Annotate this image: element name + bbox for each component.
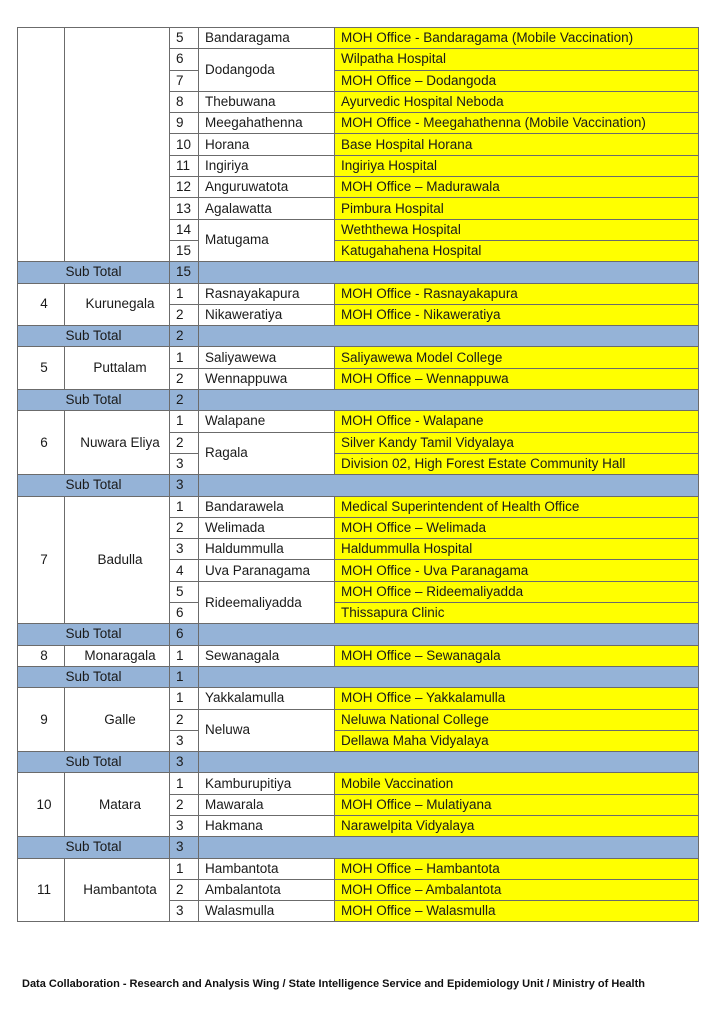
subtotal-spacer [199,624,699,645]
subtotal-value: 3 [170,752,199,773]
center-number: 2 [170,517,199,538]
location-name: Welimada [199,517,335,538]
district-number: 5 [18,347,65,390]
vaccination-center: MOH Office – Hambantota [335,858,699,879]
vaccination-center: Silver Kandy Tamil Vidyalaya [335,432,699,453]
location-name: Rasnayakapura [199,283,335,304]
location-name: Nikaweratiya [199,304,335,325]
center-number: 3 [170,453,199,474]
center-number: 6 [170,603,199,624]
vaccination-center: Division 02, High Forest Estate Community Hall [335,453,699,474]
center-number: 2 [170,794,199,815]
center-number: 12 [170,177,199,198]
location-name: Ambalantota [199,879,335,900]
vaccination-center: MOH Office – Mulatiyana [335,794,699,815]
vaccination-center: MOH Office - Meegahathenna (Mobile Vaccination) [335,113,699,134]
location-name: Dodangoda [199,49,335,92]
subtotal-row [18,752,699,773]
district-number: 9 [18,688,65,752]
subtotal-spacer [199,262,699,283]
vaccination-center: MOH Office – Sewanagala [335,645,699,666]
vaccination-center: Ingiriya Hospital [335,155,699,176]
district-name: Matara [65,773,170,837]
subtotal-row [18,390,699,411]
subtotal-value: 2 [170,326,199,347]
location-name: Meegahathenna [199,113,335,134]
location-name: Kamburupitiya [199,773,335,794]
location-name: Haldummulla [199,539,335,560]
vaccination-center: Neluwa National College [335,709,699,730]
district-number: 11 [18,858,65,922]
center-number: 1 [170,283,199,304]
vaccination-center: MOH Office – Wennappuwa [335,368,699,389]
location-name: Saliyawewa [199,347,335,368]
subtotal-spacer [199,390,699,411]
location-name: Ragala [199,432,335,475]
location-name: Mawarala [199,794,335,815]
subtotal-spacer [199,752,699,773]
subtotal-spacer [199,837,699,858]
table-row [18,858,699,879]
center-number: 5 [170,28,199,49]
subtotal-row [18,837,699,858]
vaccination-center: MOH Office – Ambalantota [335,879,699,900]
location-name: Hakmana [199,815,335,836]
subtotal-value: 6 [170,624,199,645]
district-name: Kurunegala [65,283,170,326]
vaccination-center: MOH Office - Nikaweratiya [335,304,699,325]
table-row [18,28,699,49]
center-number: 5 [170,581,199,602]
center-number: 1 [170,688,199,709]
center-number: 1 [170,347,199,368]
vaccination-center: MOH Office – Walasmulla [335,901,699,922]
center-number: 1 [170,858,199,879]
center-number: 8 [170,91,199,112]
table-row [18,688,699,709]
location-name: Anguruwatota [199,177,335,198]
location-name: Walasmulla [199,901,335,922]
vaccination-center: MOH Office – Dodangoda [335,70,699,91]
center-number: 3 [170,539,199,560]
table-row [18,773,699,794]
center-number: 1 [170,645,199,666]
center-number: 9 [170,113,199,134]
subtotal-spacer [199,666,699,687]
vaccination-center: MOH Office - Uva Paranagama [335,560,699,581]
center-number: 4 [170,560,199,581]
location-name: Neluwa [199,709,335,752]
location-name: Thebuwana [199,91,335,112]
table-row [18,645,699,666]
vaccination-center: Saliyawewa Model College [335,347,699,368]
center-number: 6 [170,49,199,70]
vaccination-center: Ayurvedic Hospital Neboda [335,91,699,112]
location-name: Horana [199,134,335,155]
vaccination-center: MOH Office - Rasnayakapura [335,283,699,304]
district-name: Nuwara Eliya [65,411,170,475]
table-body [18,28,699,922]
center-number: 3 [170,730,199,751]
vaccination-center: Haldummulla Hospital [335,539,699,560]
subtotal-value: 15 [170,262,199,283]
location-name: Ingiriya [199,155,335,176]
vaccination-center: Weththewa Hospital [335,219,699,240]
center-number: 2 [170,368,199,389]
vaccination-center: Narawelpita Vidyalaya [335,815,699,836]
subtotal-spacer [199,326,699,347]
subtotal-value: 1 [170,666,199,687]
subtotal-row [18,475,699,496]
location-name: Sewanagala [199,645,335,666]
center-number: 7 [170,70,199,91]
subtotal-label: Sub Total [18,475,170,496]
subtotal-label: Sub Total [18,837,170,858]
subtotal-row [18,666,699,687]
table-row [18,347,699,368]
subtotal-label: Sub Total [18,624,170,645]
vaccination-center: MOH Office – Yakkalamulla [335,688,699,709]
vaccination-center: Pimbura Hospital [335,198,699,219]
subtotal-row [18,326,699,347]
page-footer: Data Collaboration - Research and Analysis Wing / State Intelligence Service and Epidemiology Unit / Ministry of Health [22,978,645,990]
district-number: 10 [18,773,65,837]
district-name: Hambantota [65,858,170,922]
subtotal-row [18,262,699,283]
center-number: 2 [170,709,199,730]
location-name: Hambantota [199,858,335,879]
center-number: 15 [170,240,199,261]
district-number: 4 [18,283,65,326]
center-number: 14 [170,219,199,240]
vaccination-center: Thissapura Clinic [335,603,699,624]
subtotal-label: Sub Total [18,666,170,687]
vaccination-center: MOH Office - Walapane [335,411,699,432]
vaccination-center: MOH Office – Rideemaliyadda [335,581,699,602]
subtotal-label: Sub Total [18,262,170,283]
center-number: 3 [170,815,199,836]
subtotal-value: 3 [170,475,199,496]
location-name: Walapane [199,411,335,432]
subtotal-label: Sub Total [18,326,170,347]
center-number: 1 [170,496,199,517]
vaccination-center: MOH Office – Welimada [335,517,699,538]
center-number: 2 [170,879,199,900]
vaccination-center: Wilpatha Hospital [335,49,699,70]
vaccination-center: Katugahahena Hospital [335,240,699,261]
center-number: 11 [170,155,199,176]
district-number: 8 [18,645,65,666]
vaccination-center: Mobile Vaccination [335,773,699,794]
table-row [18,411,699,432]
subtotal-value: 3 [170,837,199,858]
location-name: Uva Paranagama [199,560,335,581]
district-name [65,28,170,262]
vaccination-centers-table [17,27,699,922]
subtotal-row [18,624,699,645]
vaccination-center: Medical Superintendent of Health Office [335,496,699,517]
location-name: Agalawatta [199,198,335,219]
location-name: Wennappuwa [199,368,335,389]
center-number: 13 [170,198,199,219]
vaccination-center: Dellawa Maha Vidyalaya [335,730,699,751]
location-name: Matugama [199,219,335,262]
location-name: Bandaragama [199,28,335,49]
center-number: 10 [170,134,199,155]
subtotal-value: 2 [170,390,199,411]
subtotal-spacer [199,475,699,496]
center-number: 2 [170,304,199,325]
district-number: 6 [18,411,65,475]
district-number [18,28,65,262]
district-name: Monaragala [65,645,170,666]
district-number: 7 [18,496,65,624]
table-row [18,283,699,304]
location-name: Rideemaliyadda [199,581,335,624]
location-name: Bandarawela [199,496,335,517]
district-name: Badulla [65,496,170,624]
vaccination-center: Base Hospital Horana [335,134,699,155]
subtotal-label: Sub Total [18,752,170,773]
center-number: 2 [170,432,199,453]
district-name: Galle [65,688,170,752]
location-name: Yakkalamulla [199,688,335,709]
district-name: Puttalam [65,347,170,390]
center-number: 1 [170,411,199,432]
subtotal-label: Sub Total [18,390,170,411]
vaccination-center: MOH Office - Bandaragama (Mobile Vaccination) [335,28,699,49]
center-number: 3 [170,901,199,922]
table-row [18,496,699,517]
center-number: 1 [170,773,199,794]
vaccination-center: MOH Office – Madurawala [335,177,699,198]
